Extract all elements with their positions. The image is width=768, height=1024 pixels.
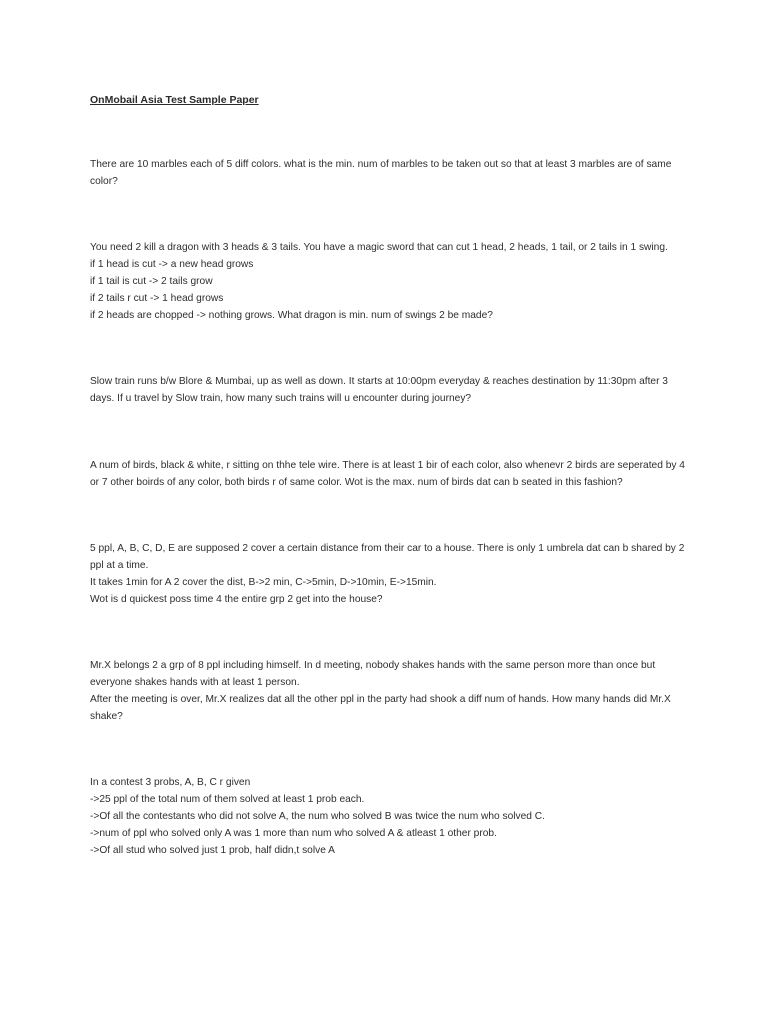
question-line: Slow train runs b/w Blore & Mumbai, up as well as down. It starts at 10:00pm everyday & reaches destination by 11:30pm after 3 [90, 376, 668, 387]
question-line: color? [90, 176, 118, 187]
question-line: ->Of all the contestants who did not solve A, the num who solved B was twice the num who solved C. [90, 811, 545, 822]
question-line: In a contest 3 probs, A, B, C r given [90, 777, 251, 788]
question-dragon [90, 239, 678, 324]
question-train [90, 373, 678, 407]
question-line: days. If u travel by Slow train, how many such trains will u encounter during journey? [90, 393, 472, 404]
question-line: It takes 1min for A 2 cover the dist, B->2 min, C->5min, D->10min, E->15min. [90, 577, 437, 588]
question-line: everyone shakes hands with at least 1 person. [90, 677, 300, 688]
question-marbles [90, 156, 678, 190]
question-line: if 1 tail is cut -> 2 tails grow [90, 276, 213, 287]
question-line: ->25 ppl of the total num of them solved at least 1 prob each. [90, 794, 365, 805]
question-contest [90, 774, 678, 859]
question-handshakes [90, 657, 678, 725]
question-line: ppl at a time. [90, 560, 149, 571]
question-line: After the meeting is over, Mr.X realizes dat all the other ppl in the party had shook a diff num of hands. How many hands did Mr.X [90, 694, 671, 705]
question-line: Wot is d quickest poss time 4 the entire grp 2 get into the house? [90, 594, 383, 605]
question-line: ->num of ppl who solved only A was 1 more than num who solved A & atleast 1 other prob. [90, 828, 497, 839]
question-line: or 7 other boirds of any color, both birds r of same color. Wot is the max. num of birds dat can b seated in this fashion? [90, 477, 623, 488]
question-line: 5 ppl, A, B, C, D, E are supposed 2 cover a certain distance from their car to a house. There is only 1 umbrela dat can b shared by 2 [90, 543, 685, 554]
question-line: if 2 tails r cut -> 1 head grows [90, 293, 224, 304]
question-line: A num of birds, black & white, r sitting on thhe tele wire. There is at least 1 bir of each color, also whenevr 2 birds are seperated by 4 [90, 460, 685, 471]
question-umbrella [90, 540, 685, 608]
question-line: shake? [90, 711, 123, 722]
question-line: There are 10 marbles each of 5 diff colors. what is the min. num of marbles to be taken out so that at least 3 marbles are of same [90, 159, 672, 170]
question-birds [90, 457, 685, 491]
question-line: You need 2 kill a dragon with 3 heads & 3 tails. You have a magic sword that can cut 1 head, 2 heads, 1 tail, or 2 tails in 1 swing. [90, 242, 668, 253]
question-line: ->Of all stud who solved just 1 prob, half didn,t solve A [90, 845, 335, 856]
question-line: Mr.X belongs 2 a grp of 8 ppl including himself. In d meeting, nobody shakes hands with the same person more than once but [90, 660, 656, 671]
document-title: OnMobail Asia Test Sample Paper [90, 94, 259, 106]
question-line: if 1 head is cut -> a new head grows [90, 259, 254, 270]
question-line: if 2 heads are chopped -> nothing grows. What dragon is min. num of swings 2 be made? [90, 310, 493, 321]
